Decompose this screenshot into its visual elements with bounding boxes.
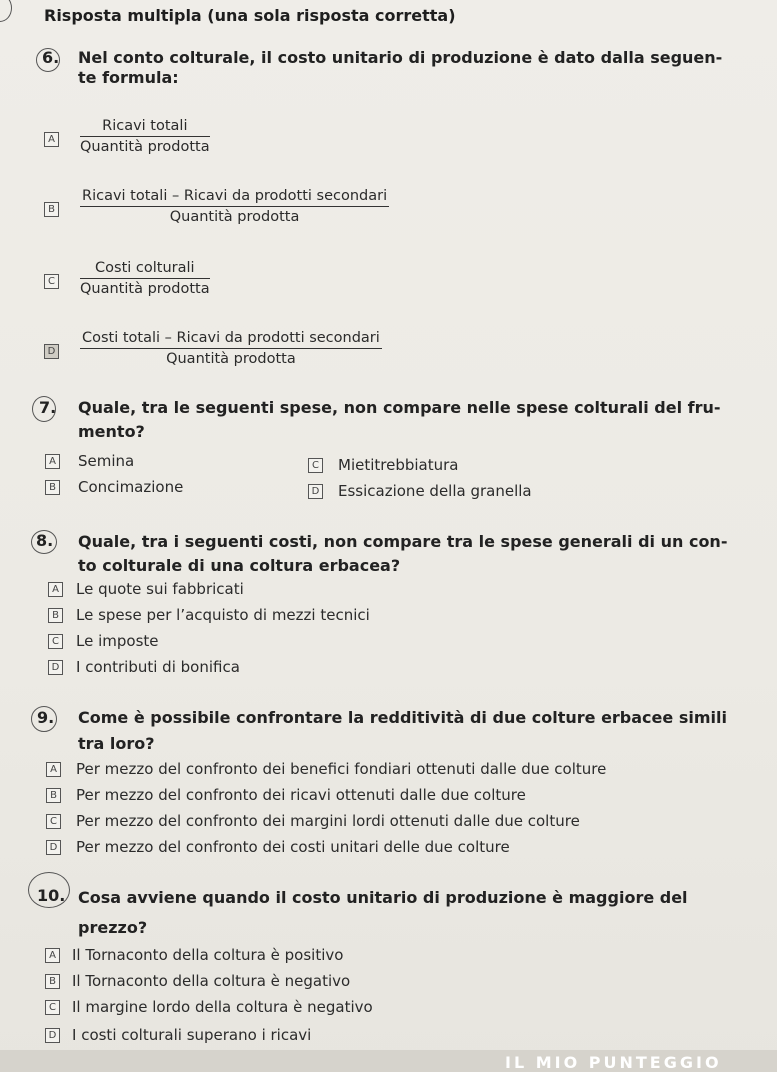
q8-option-a-text: Le quote sui fabbricati <box>76 580 244 598</box>
page-title: Risposta multipla (una sola risposta corretta) <box>44 6 456 25</box>
question-9-text-line1: Come è possibile confrontare la redditività di due colture erbacee simili <box>78 708 727 727</box>
q6-d-numerator: Costi totali – Ricavi da prodotti secondari <box>82 330 380 346</box>
q8-option-d-text: I contributi di bonifica <box>76 658 240 676</box>
q9-option-c-text: Per mezzo del confronto dei margini lordi ottenuti dalle due colture <box>76 812 580 830</box>
question-10-text-line2: prezzo? <box>78 918 148 937</box>
q6-option-c-box[interactable]: C <box>44 274 59 289</box>
q6-c-numerator: Costi colturali <box>95 260 195 276</box>
q9-option-a-box[interactable]: A <box>46 762 61 777</box>
q7-option-d-text: Essicazione della granella <box>338 482 532 500</box>
q7-option-d-box[interactable]: D <box>308 484 323 499</box>
q9-option-a-text: Per mezzo del confronto dei benefici fondiari ottenuti dalle due colture <box>76 760 607 778</box>
q7-option-b-box[interactable]: B <box>45 480 60 495</box>
q10-option-b-box[interactable]: B <box>45 974 60 989</box>
question-8-text-line2: to colturale di una coltura erbacea? <box>78 556 401 575</box>
q6-option-b-fraction <box>80 188 389 225</box>
q7-option-a-text: Semina <box>78 452 135 470</box>
question-number-6: 6. <box>42 48 60 67</box>
footer-label: IL MIO PUNTEGGIO <box>505 1053 722 1072</box>
q6-option-c-fraction <box>80 260 210 297</box>
q8-option-b-text: Le spese per l’acquisto di mezzi tecnici <box>76 606 370 624</box>
question-10-text-line1: Cosa avviene quando il costo unitario di produzione è maggiore del <box>78 888 688 907</box>
question-8-text-line1: Quale, tra i seguenti costi, non compare tra le spese generali di un con- <box>78 532 728 551</box>
q6-d-denominator: Quantità prodotta <box>166 351 296 367</box>
q9-option-d-box[interactable]: D <box>46 840 61 855</box>
q10-option-d-box[interactable]: D <box>45 1028 60 1043</box>
q10-option-a-text: Il Tornaconto della coltura è positivo <box>72 946 344 964</box>
q6-b-denominator: Quantità prodotta <box>169 209 300 225</box>
q6-option-d-box[interactable]: D <box>44 344 59 359</box>
q7-option-a-box[interactable]: A <box>45 454 60 469</box>
question-9-text-line2: tra loro? <box>78 734 155 753</box>
q6-option-a-fraction <box>80 118 210 155</box>
q9-option-b-text: Per mezzo del confronto dei ricavi ottenuti dalle due colture <box>76 786 526 804</box>
q10-option-d-text: I costi colturali superano i ricavi <box>72 1026 312 1044</box>
q8-option-c-text: Le imposte <box>76 632 159 650</box>
question-number-8: 8. <box>36 531 54 550</box>
question-7-text-line1: Quale, tra le seguenti spese, non compare nelle spese colturali del fru- <box>78 398 721 417</box>
question-number-10: 10. <box>37 886 66 905</box>
q6-a-denominator: Quantità prodotta <box>80 139 210 155</box>
question-7-text-line2: mento? <box>78 422 145 441</box>
q10-option-c-text: Il margine lordo della coltura è negativo <box>72 998 373 1016</box>
q6-option-d-fraction <box>80 330 382 367</box>
question-6-text-line1: Nel conto colturale, il costo unitario di produzione è dato dalla seguen- <box>78 48 723 67</box>
q6-option-b-box[interactable]: B <box>44 202 59 217</box>
q6-a-numerator: Ricavi totali <box>102 118 188 134</box>
question-number-9: 9. <box>37 708 55 727</box>
q7-option-b-text: Concimazione <box>78 478 184 496</box>
q9-option-b-box[interactable]: B <box>46 788 61 803</box>
q7-option-c-text: Mietitrebbiatura <box>338 456 459 474</box>
q6-option-a-box[interactable]: A <box>44 132 59 147</box>
q9-option-d-text: Per mezzo del confronto dei costi unitari delle due colture <box>76 838 510 856</box>
q8-option-c-box[interactable]: C <box>48 634 63 649</box>
question-6-text-line2: te formula: <box>78 68 179 87</box>
q9-option-c-box[interactable]: C <box>46 814 61 829</box>
q6-b-numerator: Ricavi totali – Ricavi da prodotti secondari <box>82 188 388 204</box>
q8-option-b-box[interactable]: B <box>48 608 63 623</box>
pen-mark <box>0 0 12 22</box>
q10-option-b-text: Il Tornaconto della coltura è negativo <box>72 972 351 990</box>
question-number-7: 7. <box>39 398 57 417</box>
q10-option-a-box[interactable]: A <box>45 948 60 963</box>
q6-c-denominator: Quantità prodotta <box>80 281 210 297</box>
q8-option-a-box[interactable]: A <box>48 582 63 597</box>
q8-option-d-box[interactable]: D <box>48 660 63 675</box>
q10-option-c-box[interactable]: C <box>45 1000 60 1015</box>
q7-option-c-box[interactable]: C <box>308 458 323 473</box>
